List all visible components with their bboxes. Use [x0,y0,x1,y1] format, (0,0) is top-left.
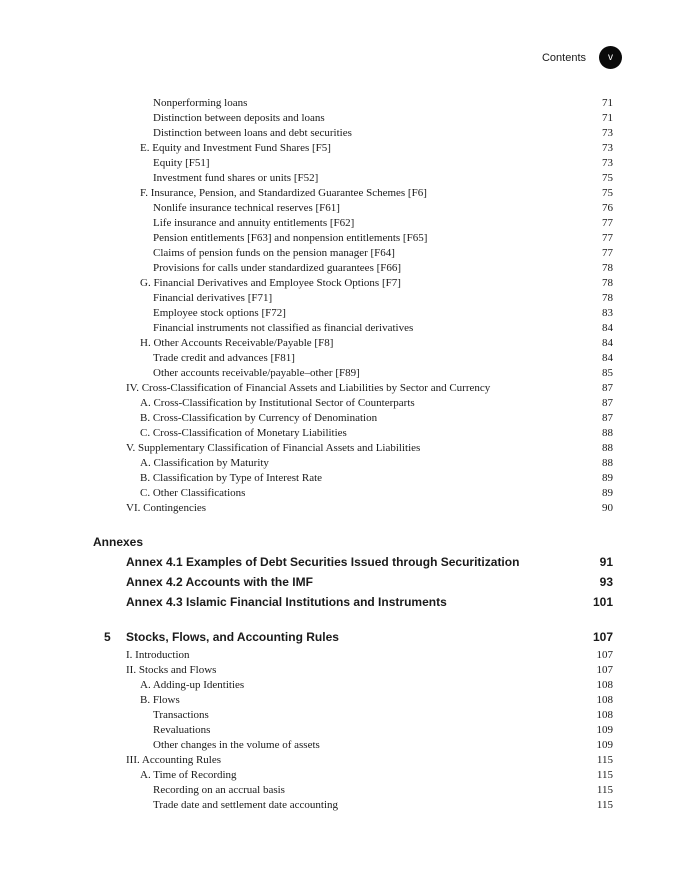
toc-entry-label: Financial derivatives [F71] [153,292,273,304]
toc-entry-label: B. Classification by Type of Interest Rate [140,472,323,484]
toc-entry[interactable] [0,723,680,738]
toc-entry-label: Recording on an accrual basis [153,784,285,796]
toc-entry-label: Employee stock options [F72] [153,307,286,319]
toc-entry-label: H. Other Accounts Receivable/Payable [F8] [140,337,334,349]
annex-list [0,552,680,612]
toc-entry-label: Annex 4.2 Accounts with the IMF [126,575,313,589]
toc-entry-label: Pension entitlements [F63] and nonpension entitlements [F65] [153,232,428,244]
toc-entry-page: 115 [596,769,613,781]
toc-entry-page: 84 [602,352,613,364]
toc-entry-page: 78 [602,262,613,274]
toc-entry-page: 108 [596,679,613,691]
toc-entry-label: Annex 4.1 Examples of Debt Securities Issued through Securitization [126,555,520,569]
page-number-badge: v [599,46,622,69]
toc-entry-page: 101 [592,595,613,609]
chapter-number: 5 [104,630,111,644]
toc-entry[interactable] [0,96,680,111]
toc-entry-label: Claims of pension funds on the pension manager [F64] [153,247,395,259]
toc-entry[interactable] [0,171,680,186]
toc-entry[interactable] [0,783,680,798]
toc-entry-page: 87 [602,412,613,424]
toc-entry[interactable] [0,156,680,171]
toc-entry[interactable] [0,678,680,693]
toc-entry[interactable] [0,738,680,753]
toc-entry-page: 87 [602,397,613,409]
toc-entry[interactable] [0,663,680,678]
toc-entry-page: 73 [602,127,613,139]
toc-entry-page: 107 [596,664,613,676]
toc-entry[interactable] [0,321,680,336]
toc-entry-label: C. Cross-Classification of Monetary Liabilities [140,427,347,439]
toc-entry-page: 89 [602,472,613,484]
toc-list-chapter-5 [0,648,680,813]
toc-entry[interactable] [0,306,680,321]
toc-entry-label: Provisions for calls under standardized guarantees [F66] [153,262,402,274]
toc-entry[interactable] [0,261,680,276]
toc-entry-label: Trade credit and advances [F81] [153,352,295,364]
toc-entry[interactable] [0,381,680,396]
toc-entry[interactable] [0,768,680,783]
toc-entry[interactable] [0,441,680,456]
toc-entry-label: A. Classification by Maturity [140,457,269,469]
toc-entry[interactable] [0,501,680,516]
toc-entry-page: 108 [596,709,613,721]
toc-entry[interactable] [0,351,680,366]
toc-entry-page: 89 [602,487,613,499]
annexes-heading [0,532,680,552]
toc-entry[interactable] [0,426,680,441]
toc-entry-page: 93 [599,575,613,589]
table-of-contents [0,96,680,813]
toc-entry-label: A. Cross-Classification by Institutional Sector of Counterparts [140,397,415,409]
toc-entry-label: B. Cross-Classification by Currency of Denomination [140,412,378,424]
toc-entry-page: 76 [602,202,613,214]
toc-entry-label: Life insurance and annuity entitlements [F62] [153,217,355,229]
toc-entry[interactable] [0,336,680,351]
toc-entry-page: 77 [602,232,613,244]
toc-entry-page: 77 [602,247,613,259]
toc-entry-label: Other changes in the volume of assets [153,739,320,751]
toc-entry-label: C. Other Classifications [140,487,246,499]
annex-entry[interactable] [0,592,680,612]
toc-entry[interactable] [0,411,680,426]
toc-entry-label: Trade date and settlement date accounting [153,799,339,811]
toc-list-chapter-4 [0,96,680,516]
toc-entry-label: IV. Cross-Classification of Financial Assets and Liabilities by Sector and Currency [126,382,491,394]
toc-entry[interactable] [0,486,680,501]
toc-entry[interactable] [0,396,680,411]
toc-entry-label: B. Flows [140,694,180,706]
toc-entry-page: 108 [596,694,613,706]
toc-entry-label: Revaluations [153,724,211,736]
toc-entry-page: 78 [602,277,613,289]
toc-entry-label: Nonperforming loans [153,97,248,109]
chapter-title: Stocks, Flows, and Accounting Rules [126,630,339,644]
toc-entry[interactable] [0,708,680,723]
toc-entry-page: 115 [596,754,613,766]
toc-entry-page: 88 [602,442,613,454]
toc-entry-label: I. Introduction [126,649,190,661]
toc-entry[interactable] [0,471,680,486]
annex-entry[interactable] [0,552,680,572]
toc-entry-page: 85 [602,367,613,379]
toc-entry-page: 71 [602,112,613,124]
toc-entry-label: F. Insurance, Pension, and Standardized Guarantee Schemes [F6] [140,187,427,199]
toc-entry-label: A. Time of Recording [140,769,237,781]
toc-entry-label: Nonlife insurance technical reserves [F61] [153,202,340,214]
toc-entry-label: A. Adding-up Identities [140,679,245,691]
toc-entry-label: Investment fund shares or units [F52] [153,172,319,184]
toc-entry-page: 109 [596,724,613,736]
toc-entry[interactable] [0,753,680,768]
toc-entry[interactable] [0,111,680,126]
toc-entry-page: 71 [602,97,613,109]
toc-entry-page: 88 [602,427,613,439]
toc-entry-label: Distinction between deposits and loans [153,112,325,124]
toc-entry-label: E. Equity and Investment Fund Shares [F5] [140,142,331,154]
toc-entry[interactable] [0,693,680,708]
toc-entry-page: 78 [602,292,613,304]
toc-entry-page: 73 [602,157,613,169]
toc-entry[interactable] [0,366,680,381]
toc-entry-label: III. Accounting Rules [126,754,222,766]
toc-entry-page: 107 [596,649,613,661]
toc-entry[interactable] [0,201,680,216]
toc-entry-label: II. Stocks and Flows [126,664,217,676]
toc-entry-page: 84 [602,337,613,349]
toc-entry-label: G. Financial Derivatives and Employee Stock Options [F7] [140,277,401,289]
toc-entry-page: 115 [596,784,613,796]
annexes-heading-label: Annexes [93,535,144,549]
toc-entry[interactable] [0,291,680,306]
toc-entry-page: 75 [602,172,613,184]
toc-entry-page: 115 [596,799,613,811]
toc-entry[interactable] [0,648,680,663]
chapter-heading[interactable] [0,626,680,648]
running-header [542,46,622,69]
toc-entry-page: 88 [602,457,613,469]
toc-entry-page: 90 [602,502,613,514]
toc-entry[interactable] [0,456,680,471]
header-label: Contents [541,51,586,64]
toc-entry-label: Transactions [153,709,209,721]
toc-entry-label: Financial instruments not classified as financial derivatives [153,322,414,334]
toc-entry-page: 87 [602,382,613,394]
toc-entry-page: 91 [599,555,613,569]
toc-entry[interactable] [0,246,680,261]
toc-entry[interactable] [0,798,680,813]
toc-entry[interactable] [0,231,680,246]
toc-entry[interactable] [0,276,680,291]
toc-entry-page: 84 [602,322,613,334]
toc-entry-label: Other accounts receivable/payable–other [F89] [153,367,360,379]
toc-entry-page: 83 [602,307,613,319]
toc-entry[interactable] [0,126,680,141]
toc-entry-page: 109 [596,739,613,751]
toc-entry-label: V. Supplementary Classification of Financial Assets and Liabilities [126,442,421,454]
toc-entry-label: Equity [F51] [153,157,210,169]
toc-entry-label: Distinction between loans and debt securities [153,127,352,139]
toc-entry-page: 73 [602,142,613,154]
toc-entry[interactable] [0,186,680,201]
toc-entry-page: 75 [602,187,613,199]
annex-entry[interactable] [0,572,680,592]
toc-entry[interactable] [0,141,680,156]
chapter-page: 107 [592,630,613,644]
toc-entry-label: Annex 4.3 Islamic Financial Institutions and Instruments [126,595,447,609]
toc-entry[interactable] [0,216,680,231]
toc-entry-page: 77 [602,217,613,229]
toc-entry-label: VI. Contingencies [126,502,207,514]
